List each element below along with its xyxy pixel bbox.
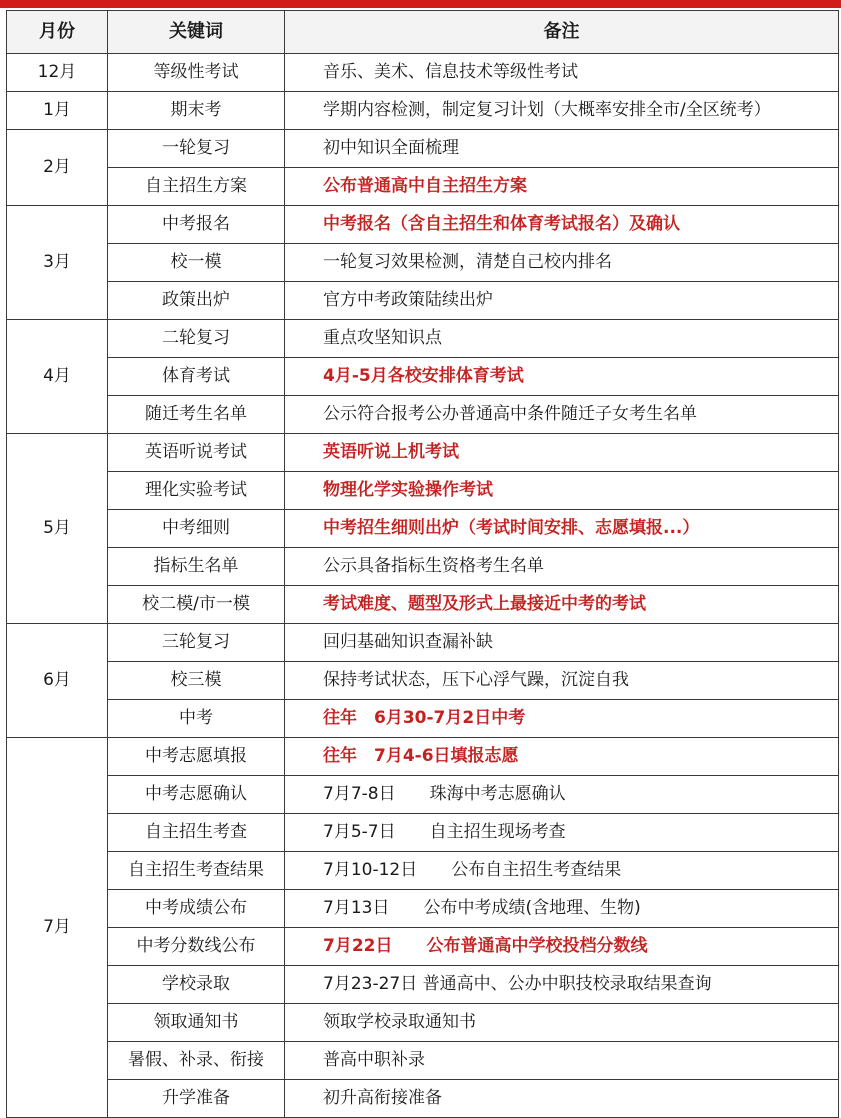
keyword-cell: 英语听说考试 [108, 434, 285, 472]
note-cell: 学期内容检测，制定复习计划（大概率安排全市/全区统考） [285, 92, 839, 130]
keyword-cell: 升学准备 [108, 1080, 285, 1118]
table-row [7, 700, 839, 738]
keyword-cell: 中考报名 [108, 206, 285, 244]
table-row [7, 662, 839, 700]
table-row [7, 548, 839, 586]
note-cell: 7月10-12日 公布自主招生考查结果 [285, 852, 839, 890]
keyword-cell: 随迁考生名单 [108, 396, 285, 434]
keyword-cell: 中考细则 [108, 510, 285, 548]
keyword-cell: 校一模 [108, 244, 285, 282]
header-keyword: 关键词 [108, 11, 285, 54]
note-cell: 领取学校录取通知书 [285, 1004, 839, 1042]
note-cell: 7月23-27日 普通高中、公办中职技校录取结果查询 [285, 966, 839, 1004]
table-row [7, 472, 839, 510]
note-cell: 一轮复习效果检测，清楚自己校内排名 [285, 244, 839, 282]
table-row [7, 244, 839, 282]
table-row [7, 624, 839, 662]
keyword-cell: 指标生名单 [108, 548, 285, 586]
top-accent-bar [0, 0, 841, 8]
table-body [7, 54, 839, 1118]
table-row [7, 358, 839, 396]
keyword-cell: 期末考 [108, 92, 285, 130]
month-cell: 4月 [7, 320, 108, 434]
keyword-cell: 中考 [108, 700, 285, 738]
keyword-cell: 领取通知书 [108, 1004, 285, 1042]
table-row [7, 396, 839, 434]
table-row [7, 1080, 839, 1118]
table-row [7, 320, 839, 358]
table-row [7, 738, 839, 776]
table-row [7, 1042, 839, 1080]
table-row [7, 890, 839, 928]
note-cell: 公示具备指标生资格考生名单 [285, 548, 839, 586]
month-cell: 6月 [7, 624, 108, 738]
table-row [7, 928, 839, 966]
month-cell: 2月 [7, 130, 108, 206]
note-cell: 7月7-8日 珠海中考志愿确认 [285, 776, 839, 814]
header-month: 月份 [7, 11, 108, 54]
note-cell-highlighted: 4月-5月各校安排体育考试 [285, 358, 839, 396]
note-cell-highlighted: 英语听说上机考试 [285, 434, 839, 472]
note-cell: 保持考试状态，压下心浮气躁，沉淀自我 [285, 662, 839, 700]
table-row [7, 586, 839, 624]
note-cell-highlighted: 中考招生细则出炉（考试时间安排、志愿填报...） [285, 510, 839, 548]
keyword-cell: 自主招生考查 [108, 814, 285, 852]
keyword-cell: 二轮复习 [108, 320, 285, 358]
note-cell: 音乐、美术、信息技术等级性考试 [285, 54, 839, 92]
table-row [7, 814, 839, 852]
keyword-cell: 校二模/市一模 [108, 586, 285, 624]
note-cell: 官方中考政策陆续出炉 [285, 282, 839, 320]
note-cell: 重点攻坚知识点 [285, 320, 839, 358]
keyword-cell: 等级性考试 [108, 54, 285, 92]
note-cell-highlighted: 中考报名（含自主招生和体育考试报名）及确认 [285, 206, 839, 244]
keyword-cell: 中考志愿确认 [108, 776, 285, 814]
note-cell: 公示符合报考公办普通高中条件随迁子女考生名单 [285, 396, 839, 434]
keyword-cell: 校三模 [108, 662, 285, 700]
table-row [7, 776, 839, 814]
month-cell: 1月 [7, 92, 108, 130]
table-row [7, 434, 839, 472]
keyword-cell: 中考成绩公布 [108, 890, 285, 928]
note-cell-highlighted: 往年 7月4-6日填报志愿 [285, 738, 839, 776]
month-cell: 12月 [7, 54, 108, 92]
table-row [7, 206, 839, 244]
note-cell: 7月5-7日 自主招生现场考查 [285, 814, 839, 852]
month-cell: 5月 [7, 434, 108, 624]
header-row [7, 11, 839, 54]
note-cell-highlighted: 往年 6月30-7月2日中考 [285, 700, 839, 738]
note-cell-highlighted: 考试难度、题型及形式上最接近中考的考试 [285, 586, 839, 624]
note-cell: 回归基础知识查漏补缺 [285, 624, 839, 662]
keyword-cell: 三轮复习 [108, 624, 285, 662]
table-row [7, 510, 839, 548]
note-cell-highlighted: 公布普通高中自主招生方案 [285, 168, 839, 206]
month-cell: 7月 [7, 738, 108, 1118]
table-row [7, 1004, 839, 1042]
table-row [7, 966, 839, 1004]
table-row [7, 282, 839, 320]
note-cell: 初中知识全面梳理 [285, 130, 839, 168]
keyword-cell: 理化实验考试 [108, 472, 285, 510]
keyword-cell: 政策出炉 [108, 282, 285, 320]
keyword-cell: 一轮复习 [108, 130, 285, 168]
keyword-cell: 自主招生方案 [108, 168, 285, 206]
table-row [7, 168, 839, 206]
note-cell: 7月13日 公布中考成绩(含地理、生物) [285, 890, 839, 928]
keyword-cell: 暑假、补录、衔接 [108, 1042, 285, 1080]
header-note: 备注 [285, 11, 839, 54]
note-cell-highlighted: 物理化学实验操作考试 [285, 472, 839, 510]
exam-calendar-table [6, 10, 839, 1118]
note-cell: 普高中职补录 [285, 1042, 839, 1080]
month-cell: 3月 [7, 206, 108, 320]
table-row [7, 54, 839, 92]
table-row [7, 852, 839, 890]
keyword-cell: 中考分数线公布 [108, 928, 285, 966]
table-row [7, 92, 839, 130]
keyword-cell: 自主招生考查结果 [108, 852, 285, 890]
keyword-cell: 体育考试 [108, 358, 285, 396]
note-cell: 初升高衔接准备 [285, 1080, 839, 1118]
keyword-cell: 中考志愿填报 [108, 738, 285, 776]
keyword-cell: 学校录取 [108, 966, 285, 1004]
note-cell-highlighted: 7月22日 公布普通高中学校投档分数线 [285, 928, 839, 966]
table-row [7, 130, 839, 168]
